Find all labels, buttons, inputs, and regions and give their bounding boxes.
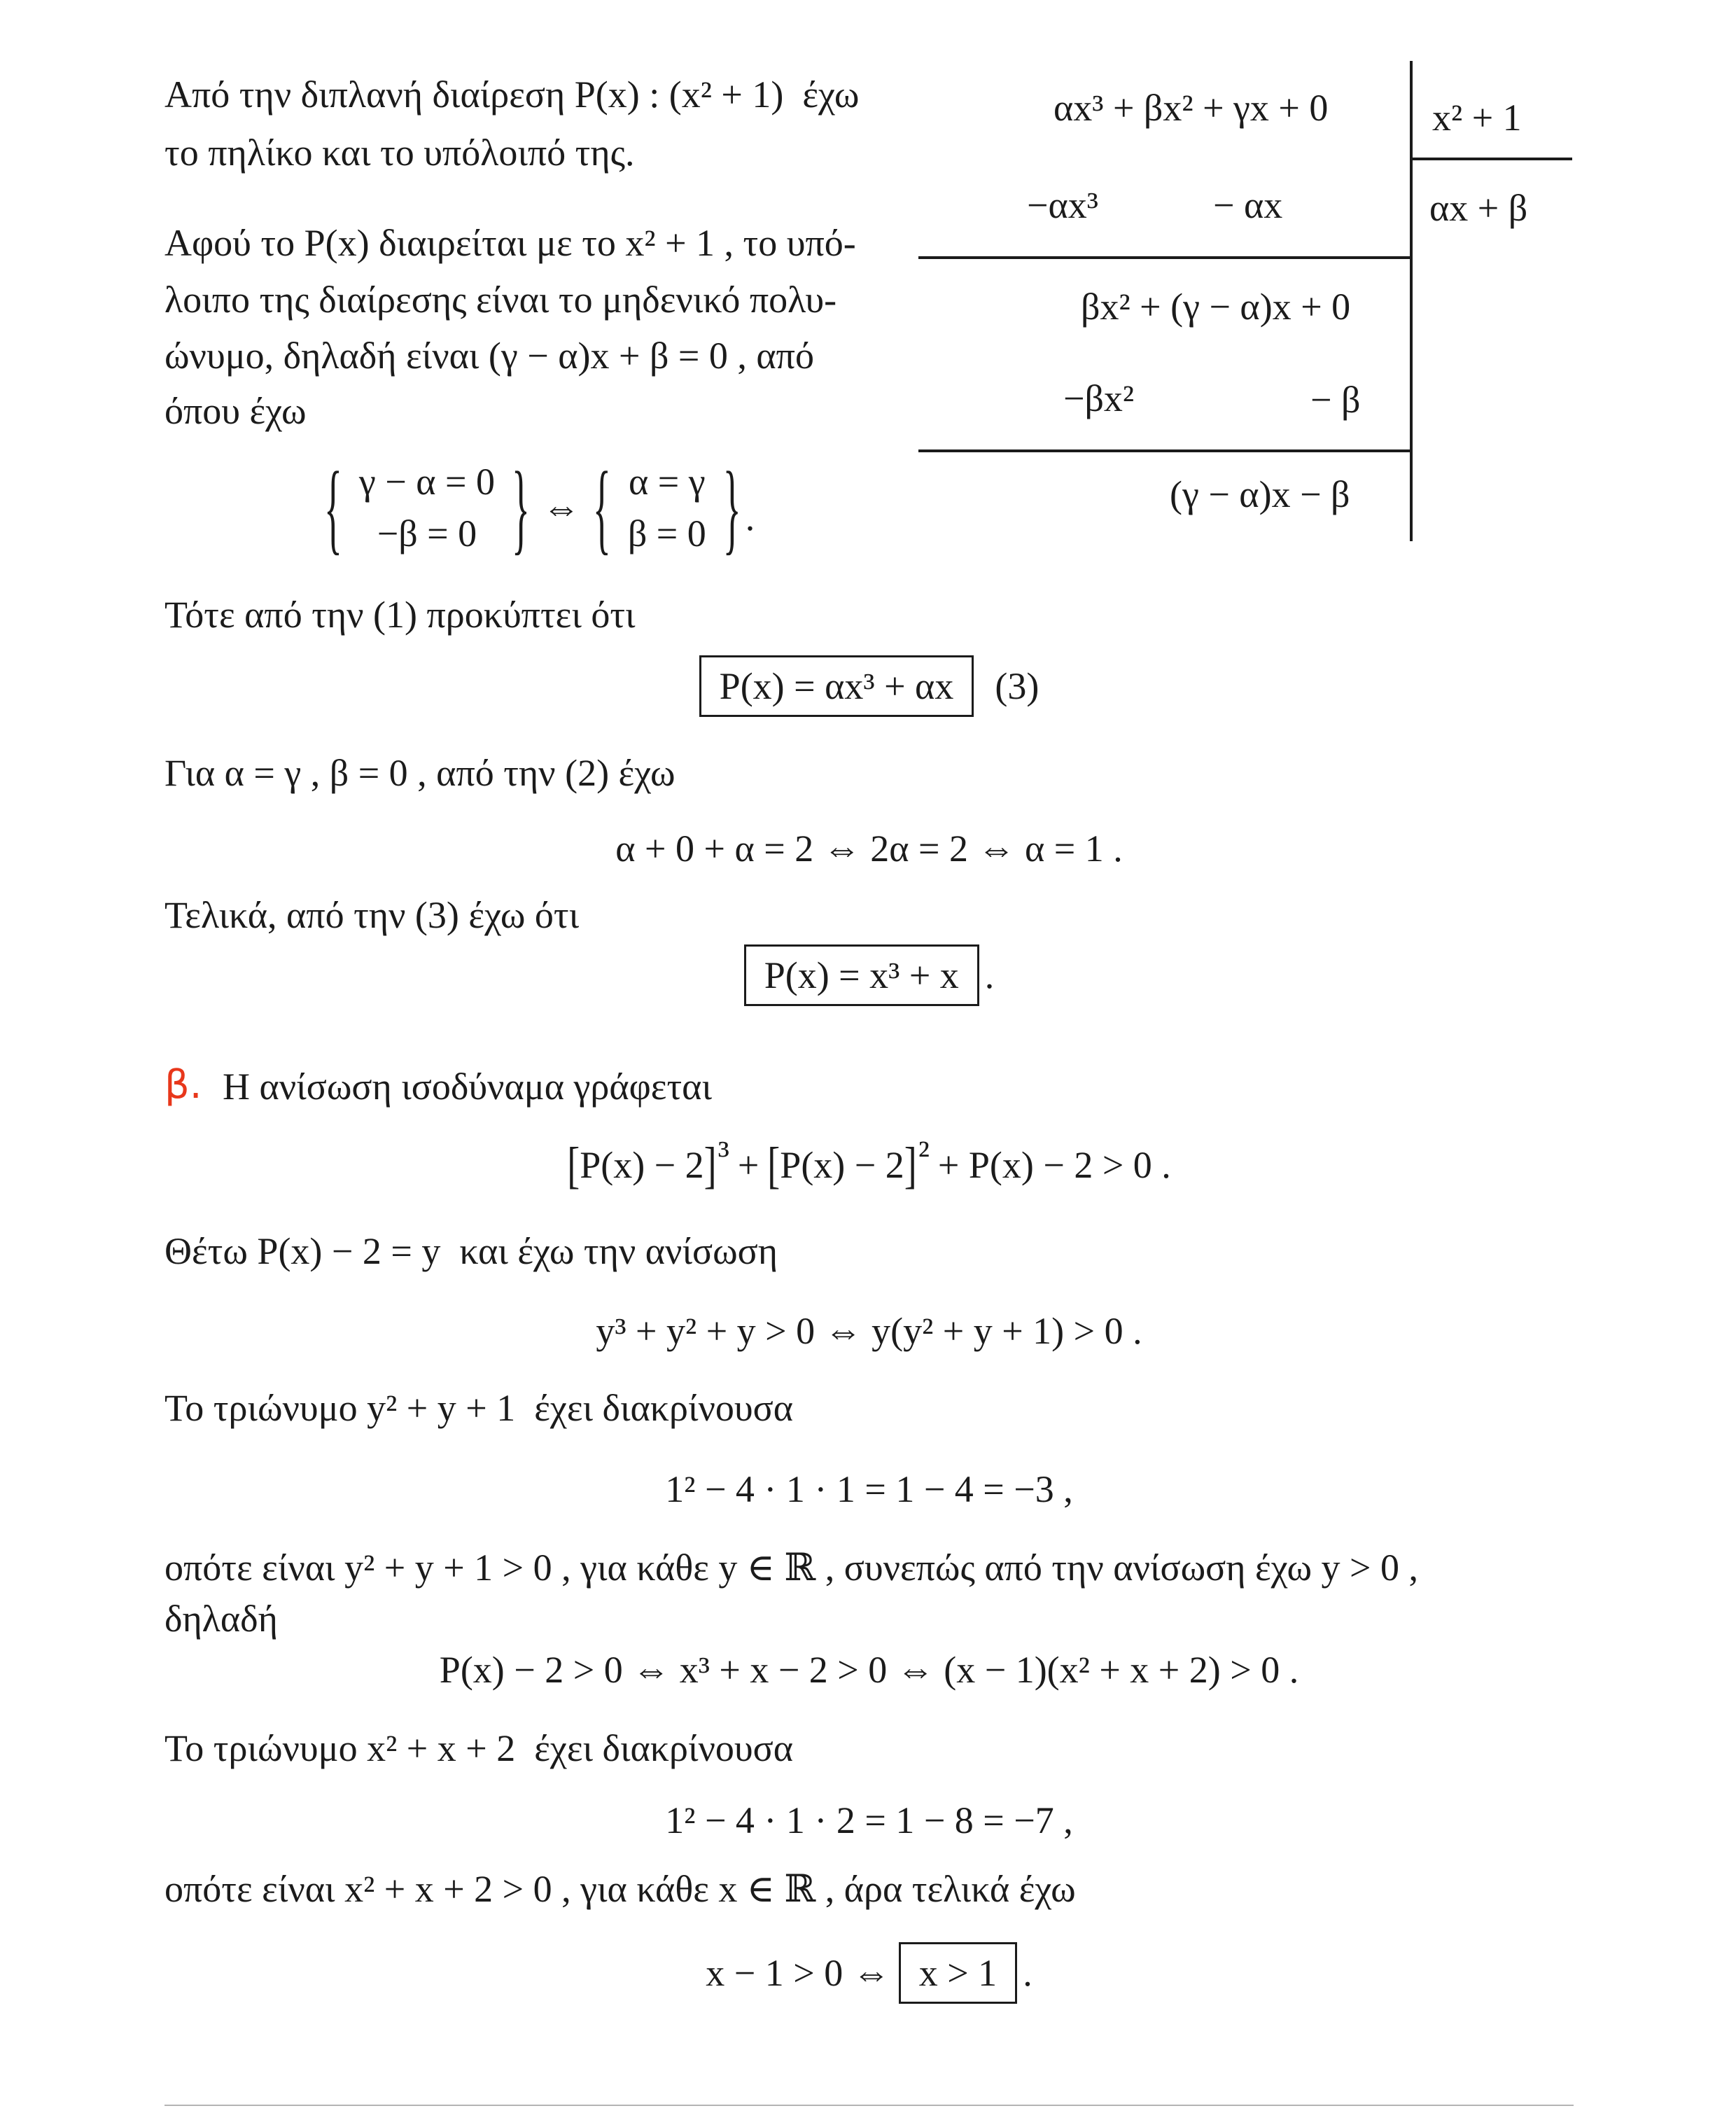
system-right-column bbox=[611, 456, 723, 559]
alpha-equation: α + 0 + α = 2 ⇔ 2α = 2 ⇔ α = 1 . bbox=[615, 828, 1123, 870]
bracket-inequality bbox=[164, 1133, 1574, 1194]
close-bracket-1: ] bbox=[704, 1136, 717, 1194]
system-equation-right-2: β = 0 bbox=[627, 512, 706, 555]
intro-line-1: Από την διπλανή διαίρεση P(x) : (x² + 1) έχω bbox=[164, 74, 860, 116]
substitution-line: Για α = γ , β = 0 , από την (2) έχω bbox=[164, 752, 676, 794]
page-bottom-rule bbox=[164, 2105, 1574, 2106]
px-inequality: P(x) − 2 > 0 ⇔ x³ + x − 2 > 0 ⇔ (x − 1)(x² + x + 2) > 0 . bbox=[439, 1649, 1299, 1691]
division-step1-right: − αx bbox=[1213, 184, 1283, 226]
remainder-line-2: λοιπο της διαίρεσης είναι το μηδενικό πολυ- bbox=[164, 279, 837, 321]
equation-tag-3: (3) bbox=[995, 665, 1040, 707]
open-bracket-2: [ bbox=[767, 1136, 780, 1194]
final-result-punctuation: . bbox=[984, 954, 995, 996]
boxed-result-3: P(x) = αx³ + αx bbox=[699, 655, 974, 717]
intro-line-2: το πηλίκο και το υπόλοιπό της. bbox=[164, 132, 635, 174]
final-line: Τελικά, από την (3) έχω ότι bbox=[164, 894, 580, 936]
division-vertical-rule bbox=[1410, 61, 1413, 541]
plus-sign: + bbox=[737, 1144, 760, 1186]
division-step1-left: −αx³ bbox=[1027, 184, 1098, 226]
division-step2-left: −βx² bbox=[1063, 377, 1135, 419]
system-equation-right-1: α = γ bbox=[628, 461, 706, 503]
bracket-inequality-rest: + P(x) − 2 > 0 . bbox=[937, 1144, 1171, 1186]
bracket-inner-2: P(x) − 2 bbox=[780, 1144, 904, 1186]
that-is-line: δηλαδή bbox=[164, 1598, 278, 1640]
conclusion-y-line: οπότε είναι y² + y + 1 > 0 , για κάθε y ∈ ℝ , συνεπώς από την ανίσωση έχω y > 0 , bbox=[164, 1547, 1418, 1589]
system-right-close-brace: } bbox=[722, 451, 741, 564]
system-close-brace: } bbox=[511, 451, 530, 564]
system-left-column bbox=[342, 456, 512, 559]
part-b-label: β. bbox=[164, 1062, 202, 1108]
part-b-intro: Η ανίσωση ισοδύναμα γράφεται bbox=[223, 1066, 712, 1108]
substitution-y-line: Θέτω P(x) − 2 = y και έχω την ανίσωση bbox=[164, 1230, 778, 1272]
open-bracket-1: [ bbox=[567, 1136, 580, 1194]
system-equation-left-1: γ − α = 0 bbox=[358, 461, 495, 503]
division-divisor: x² + 1 bbox=[1432, 97, 1522, 139]
equation-system bbox=[324, 452, 755, 564]
close-bracket-2: ] bbox=[904, 1136, 917, 1194]
bracket-inner-1: P(x) − 2 bbox=[580, 1144, 704, 1186]
trinomial-y-line: Το τριώνυμο y² + y + 1 έχει διακρίνουσα bbox=[164, 1387, 794, 1429]
then-line: Τότε από την (1) προκύπτει ότι bbox=[164, 594, 636, 636]
final-inequality-punctuation: . bbox=[1023, 1952, 1032, 1994]
final-inequality-lhs: x − 1 > 0 ⇔ bbox=[706, 1952, 890, 1994]
boxed-final-result: P(x) = x³ + x bbox=[744, 944, 979, 1006]
remainder-line-4: όπου έχω bbox=[164, 390, 307, 432]
division-dividend: αx³ + βx² + γx + 0 bbox=[1054, 87, 1329, 129]
division-rule-2 bbox=[918, 449, 1413, 452]
discriminant-y: 1² − 4 · 1 · 1 = 1 − 4 = −3 , bbox=[665, 1468, 1073, 1510]
division-step2-right: − β bbox=[1310, 379, 1361, 421]
exponent-1: ³ bbox=[718, 1133, 729, 1175]
conclusion-x-line: οπότε είναι x² + x + 2 > 0 , για κάθε x ∈ ℝ , άρα τελικά έχω bbox=[164, 1868, 1076, 1910]
remainder-line-3: ώνυμο, δηλαδή είναι (γ − α)x + β = 0 , από bbox=[164, 335, 814, 377]
discriminant-x: 1² − 4 · 1 · 2 = 1 − 8 = −7 , bbox=[665, 1799, 1073, 1841]
exponent-2: ² bbox=[918, 1133, 930, 1175]
y-inequality: y³ + y² + y > 0 ⇔ y(y² + y + 1) > 0 . bbox=[596, 1310, 1142, 1352]
equivalence-symbol: ⇔ bbox=[542, 487, 580, 529]
result-3-line bbox=[164, 655, 1574, 717]
system-right-open-brace: { bbox=[592, 451, 611, 564]
system-equation-left-2: −β = 0 bbox=[377, 512, 477, 555]
system-end-punctuation: . bbox=[745, 496, 755, 538]
divisor-underline bbox=[1410, 158, 1572, 160]
remainder-line-1: Αφού το P(x) διαιρείται με το x² + 1 , το υπό- bbox=[164, 222, 856, 264]
final-result-line bbox=[164, 944, 1574, 1006]
final-inequality bbox=[164, 1942, 1574, 2004]
division-rule-1 bbox=[918, 256, 1413, 259]
trinomial-x-line: Το τριώνυμο x² + x + 2 έχει διακρίνουσα bbox=[164, 1727, 794, 1769]
division-remainder: (γ − α)x − β bbox=[1170, 473, 1350, 515]
boxed-final-inequality: x > 1 bbox=[899, 1942, 1017, 2004]
division-quotient: αx + β bbox=[1429, 187, 1528, 229]
division-partial-remainder: βx² + (γ − α)x + 0 bbox=[1081, 286, 1351, 328]
system-open-brace: { bbox=[324, 451, 342, 564]
